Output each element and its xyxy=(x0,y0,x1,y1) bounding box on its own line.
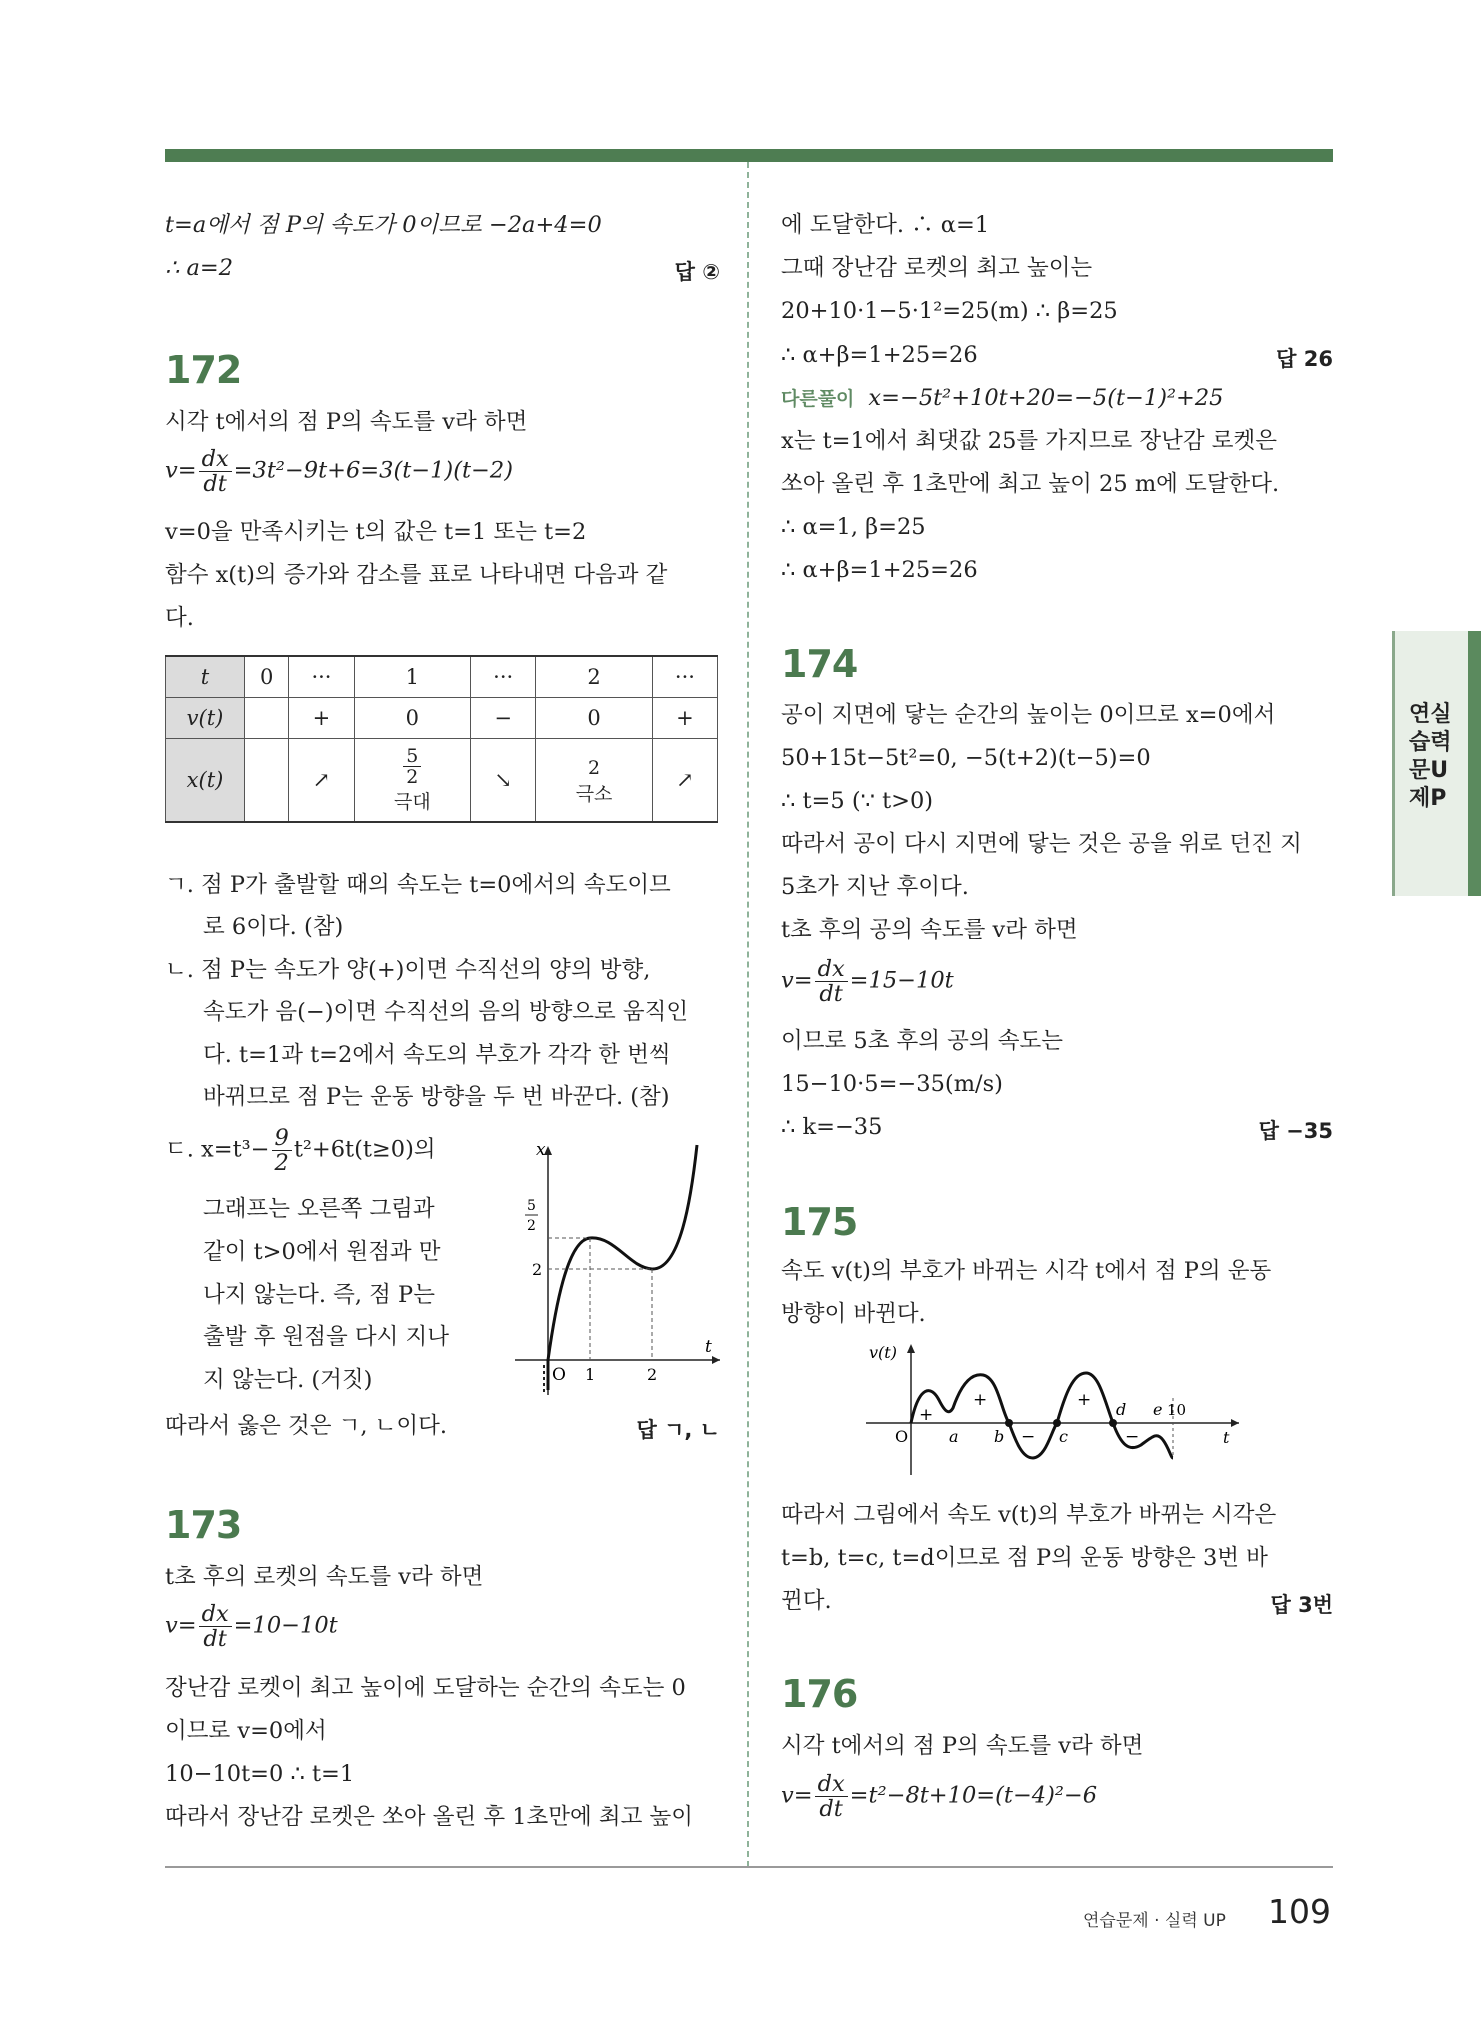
arrow-icon xyxy=(1231,1419,1239,1427)
text-line: 방향이 바뀐다. xyxy=(781,1301,926,1327)
table-cell: − xyxy=(471,698,536,739)
table-cell xyxy=(354,739,471,823)
min-value: 2 xyxy=(588,756,601,779)
text-line: x는 t=1에서 최댓값 25를 가지므로 장난감 로켓은 xyxy=(781,428,1277,454)
eq-part: t²+6t(t≥0)의 xyxy=(293,1136,436,1163)
local-min-label: 극소 xyxy=(575,782,613,805)
table-cell xyxy=(245,739,289,823)
alt-solution-label: 다른풀이 xyxy=(781,388,855,410)
answer: 답 ㄱ, ㄴ xyxy=(636,1418,720,1442)
point-label: c xyxy=(1059,1427,1068,1446)
section-side-tab xyxy=(1392,631,1481,896)
point-label: 10 xyxy=(1167,1401,1187,1419)
table-cell: ↗ xyxy=(652,739,717,823)
equation xyxy=(165,1126,436,1175)
axis-label: x xyxy=(536,1140,546,1160)
text-line: 공이 지면에 닿는 순간의 높이는 0이므로 x=0에서 xyxy=(781,702,1276,728)
text-line: 속도 v(t)의 부호가 바뀌는 시각 t에서 점 P의 운동 xyxy=(781,1258,1272,1284)
frac-num: dx xyxy=(199,1602,232,1627)
eq-lhs: v= xyxy=(165,1612,197,1639)
table-cell: ··· xyxy=(652,656,717,698)
sign-label: + xyxy=(919,1405,934,1425)
cubic-graph xyxy=(505,1140,725,1400)
table-cell xyxy=(245,698,289,739)
text-line xyxy=(781,383,1224,414)
tick-label: 2 xyxy=(647,1365,658,1384)
text-line: ㄱ. 점 P가 출발할 때의 속도는 t=0에서의 속도이므 xyxy=(165,872,671,898)
problem-number: 174 xyxy=(781,642,858,686)
text-line: 그래프는 오른쪽 그림과 xyxy=(203,1196,435,1222)
text-line: 10−10t=0 ∴ t=1 xyxy=(165,1761,355,1787)
arrow-icon xyxy=(712,1356,720,1364)
tick-label: 1 xyxy=(585,1365,596,1384)
text-line: t=b, t=c, t=d이므로 점 P의 운동 방향은 3번 바 xyxy=(781,1545,1268,1571)
sign-label: + xyxy=(1077,1390,1092,1410)
side-tab-bar xyxy=(1468,631,1481,896)
frac-num: dx xyxy=(199,447,232,472)
equation xyxy=(781,1772,1097,1821)
table-cell: ↘ xyxy=(471,739,536,823)
text-line: 그때 장난감 로켓의 최고 높이는 xyxy=(781,255,1093,281)
point-label: d xyxy=(1116,1400,1127,1419)
text-line: 20+10·1−5·1²=25(m) ∴ β=25 xyxy=(781,298,1118,324)
eq-rhs: =3t²−9t+6=3(t−1)(t−2) xyxy=(233,457,513,484)
text-line: 장난감 로켓이 최고 높이에 도달하는 순간의 속도는 0 xyxy=(165,1675,686,1701)
right-column xyxy=(781,0,1333,1866)
table-cell: 0 xyxy=(354,698,471,739)
curve xyxy=(548,1145,697,1390)
table-cell: 2 xyxy=(536,656,653,698)
axis-label: v(t) xyxy=(869,1343,897,1362)
table-row xyxy=(166,739,718,823)
text-line: ∴ α+β=1+25=26 xyxy=(781,557,978,583)
sign-label: − xyxy=(1125,1427,1140,1447)
frac-den: 2 xyxy=(406,766,419,788)
table-row xyxy=(166,656,718,698)
equation xyxy=(165,447,513,496)
fraction xyxy=(272,1126,292,1175)
fraction xyxy=(815,1772,848,1821)
text-line: ∴ α=1, β=25 xyxy=(781,514,926,540)
eq-text: x=−5t²+10t+20=−5(t−1)²+25 xyxy=(868,385,1224,411)
text-line: 같이 t>0에서 원점과 만 xyxy=(203,1239,441,1265)
text-line: 따라서 공이 다시 지면에 닿는 것은 공을 위로 던진 지 xyxy=(781,831,1302,857)
frac-num: dx xyxy=(815,957,848,982)
text-line: ∴ α+β=1+25=26 xyxy=(781,342,978,368)
table-cell: 0 xyxy=(245,656,289,698)
equation xyxy=(165,1602,338,1651)
text-line: 50+15t−5t²=0, −5(t+2)(t−5)=0 xyxy=(781,745,1151,771)
text-line: 지 않는다. (거짓) xyxy=(203,1367,373,1393)
footer-section-name: 연습문제 · 실력 UP xyxy=(1083,1911,1226,1931)
variation-table xyxy=(165,655,718,823)
text-line: 에 도달한다. ∴ α=1 xyxy=(781,212,990,238)
page-number: 109 xyxy=(1268,1892,1331,1931)
frac-num: 9 xyxy=(272,1126,292,1151)
text-line: 다. xyxy=(165,605,194,631)
text-line: 따라서 그림에서 속도 v(t)의 부호가 바뀌는 시각은 xyxy=(781,1502,1277,1528)
frac-den: dt xyxy=(819,981,843,1007)
left-column xyxy=(165,0,720,1866)
point-label: b xyxy=(994,1427,1005,1446)
text-line: 속도가 음(−)이면 수직선의 음의 방향으로 움직인 xyxy=(203,999,689,1025)
frac-num: dx xyxy=(815,1772,848,1797)
tick-label: 5 xyxy=(527,1198,536,1214)
fraction xyxy=(815,957,848,1006)
eq-rhs: =t²−8t+10=(t−4)²−6 xyxy=(849,1782,1098,1809)
text-line: 함수 x(t)의 증가와 감소를 표로 나타내면 다음과 같 xyxy=(165,562,668,588)
text-line: ㄴ. 점 P는 속도가 양(+)이면 수직선의 양의 방향, xyxy=(165,957,651,983)
sign-label: − xyxy=(1021,1427,1036,1447)
text-line: 다. t=1과 t=2에서 속도의 부호가 각각 한 번씩 xyxy=(203,1042,671,1068)
text-line: ∴ k=−35 xyxy=(781,1114,883,1140)
side-tab-label: 연실 습력 문U 제P xyxy=(1409,702,1452,811)
fraction xyxy=(199,1602,232,1651)
origin-label: O xyxy=(552,1365,566,1385)
eq-part: ㄷ. x=t³− xyxy=(165,1136,270,1163)
text-line: 출발 후 원점을 다시 지나 xyxy=(203,1324,449,1350)
table-row xyxy=(166,698,718,739)
origin-label: O xyxy=(895,1427,909,1446)
table-cell: 0 xyxy=(536,698,653,739)
table-cell: + xyxy=(289,698,354,739)
text-line: 이므로 v=0에서 xyxy=(165,1718,327,1744)
table-cell xyxy=(536,739,653,823)
frac-den: dt xyxy=(819,1796,843,1822)
text-line: t초 후의 공의 속도를 v라 하면 xyxy=(781,917,1078,943)
text-line: 따라서 장난감 로켓은 쏘아 올린 후 1초만에 최고 높이 xyxy=(165,1804,693,1830)
tick-label: 2 xyxy=(527,1218,536,1234)
table-cell: ··· xyxy=(471,656,536,698)
text-line: t=a에서 점 P의 속도가 0이므로 −2a+4=0 xyxy=(165,212,602,238)
text-line: v=0을 만족시키는 t의 값은 t=1 또는 t=2 xyxy=(165,519,587,545)
text-line: 나지 않는다. 즉, 점 P는 xyxy=(203,1282,435,1308)
text-line: 시각 t에서의 점 P의 속도를 v라 하면 xyxy=(165,409,528,435)
table-cell: ··· xyxy=(289,656,354,698)
equation xyxy=(781,957,954,1006)
text-line: ∴ t=5 (∵ t>0) xyxy=(781,788,934,814)
axis-label: t xyxy=(1223,1428,1230,1447)
text-line: ∴ a=2 xyxy=(165,255,234,281)
eq-rhs: =10−10t xyxy=(233,1612,338,1639)
sign-label: + xyxy=(973,1390,988,1410)
table-cell: ↗ xyxy=(289,739,354,823)
text-line: 따라서 옳은 것은 ㄱ, ㄴ이다. xyxy=(165,1413,447,1439)
table-cell: v(t) xyxy=(166,698,245,739)
sign-change-point xyxy=(1053,1419,1061,1427)
frac-den: 2 xyxy=(274,1150,289,1176)
text-line: 15−10·5=−35(m/s) xyxy=(781,1071,1003,1097)
text-line: 5초가 지난 후이다. xyxy=(781,874,969,900)
tick-label: 2 xyxy=(532,1260,543,1279)
eq-lhs: v= xyxy=(781,967,813,994)
text-line: 뀐다. xyxy=(781,1588,832,1614)
fraction xyxy=(199,447,232,496)
text-line: t초 후의 로켓의 속도를 v라 하면 xyxy=(165,1564,484,1590)
text-line: 이므로 5초 후의 공의 속도는 xyxy=(781,1028,1064,1054)
problem-number: 172 xyxy=(165,348,242,392)
column-divider xyxy=(747,162,749,1867)
eq-lhs: v= xyxy=(781,1782,813,1809)
table-cell: 1 xyxy=(354,656,471,698)
problem-number: 173 xyxy=(165,1503,242,1547)
table-cell: t xyxy=(166,656,245,698)
sign-change-point xyxy=(1109,1419,1117,1427)
answer: 답 3번 xyxy=(1270,1593,1333,1617)
footer-rule xyxy=(165,1866,1333,1868)
frac-den: dt xyxy=(203,471,227,497)
eq-rhs: =15−10t xyxy=(849,967,954,994)
velocity-graph xyxy=(861,1340,1241,1480)
problem-number: 175 xyxy=(781,1200,858,1244)
text-line: 시각 t에서의 점 P의 속도를 v라 하면 xyxy=(781,1733,1144,1759)
local-max-label: 극대 xyxy=(393,791,431,813)
text-line: 로 6이다. (참) xyxy=(203,914,344,940)
text-line: 쏘아 올린 후 1초만에 최고 높이 25 m에 도달한다. xyxy=(781,471,1280,497)
problem-number: 176 xyxy=(781,1672,858,1716)
frac-num: 5 xyxy=(403,746,421,767)
answer: 답 26 xyxy=(1276,347,1333,371)
point-label: a xyxy=(949,1427,959,1446)
eq-lhs: v= xyxy=(165,457,197,484)
table-cell: + xyxy=(652,698,717,739)
point-label: e xyxy=(1153,1400,1163,1419)
text-line: 바뀌므로 점 P는 운동 방향을 두 번 바꾼다. (참) xyxy=(203,1084,670,1110)
table-cell: x(t) xyxy=(166,739,245,823)
answer: 답 ② xyxy=(674,260,720,284)
frac-den: dt xyxy=(203,1626,227,1652)
arrow-icon xyxy=(907,1344,915,1353)
answer: 답 −35 xyxy=(1258,1119,1333,1143)
axis-label: t xyxy=(705,1337,712,1357)
sign-change-point xyxy=(1005,1419,1013,1427)
